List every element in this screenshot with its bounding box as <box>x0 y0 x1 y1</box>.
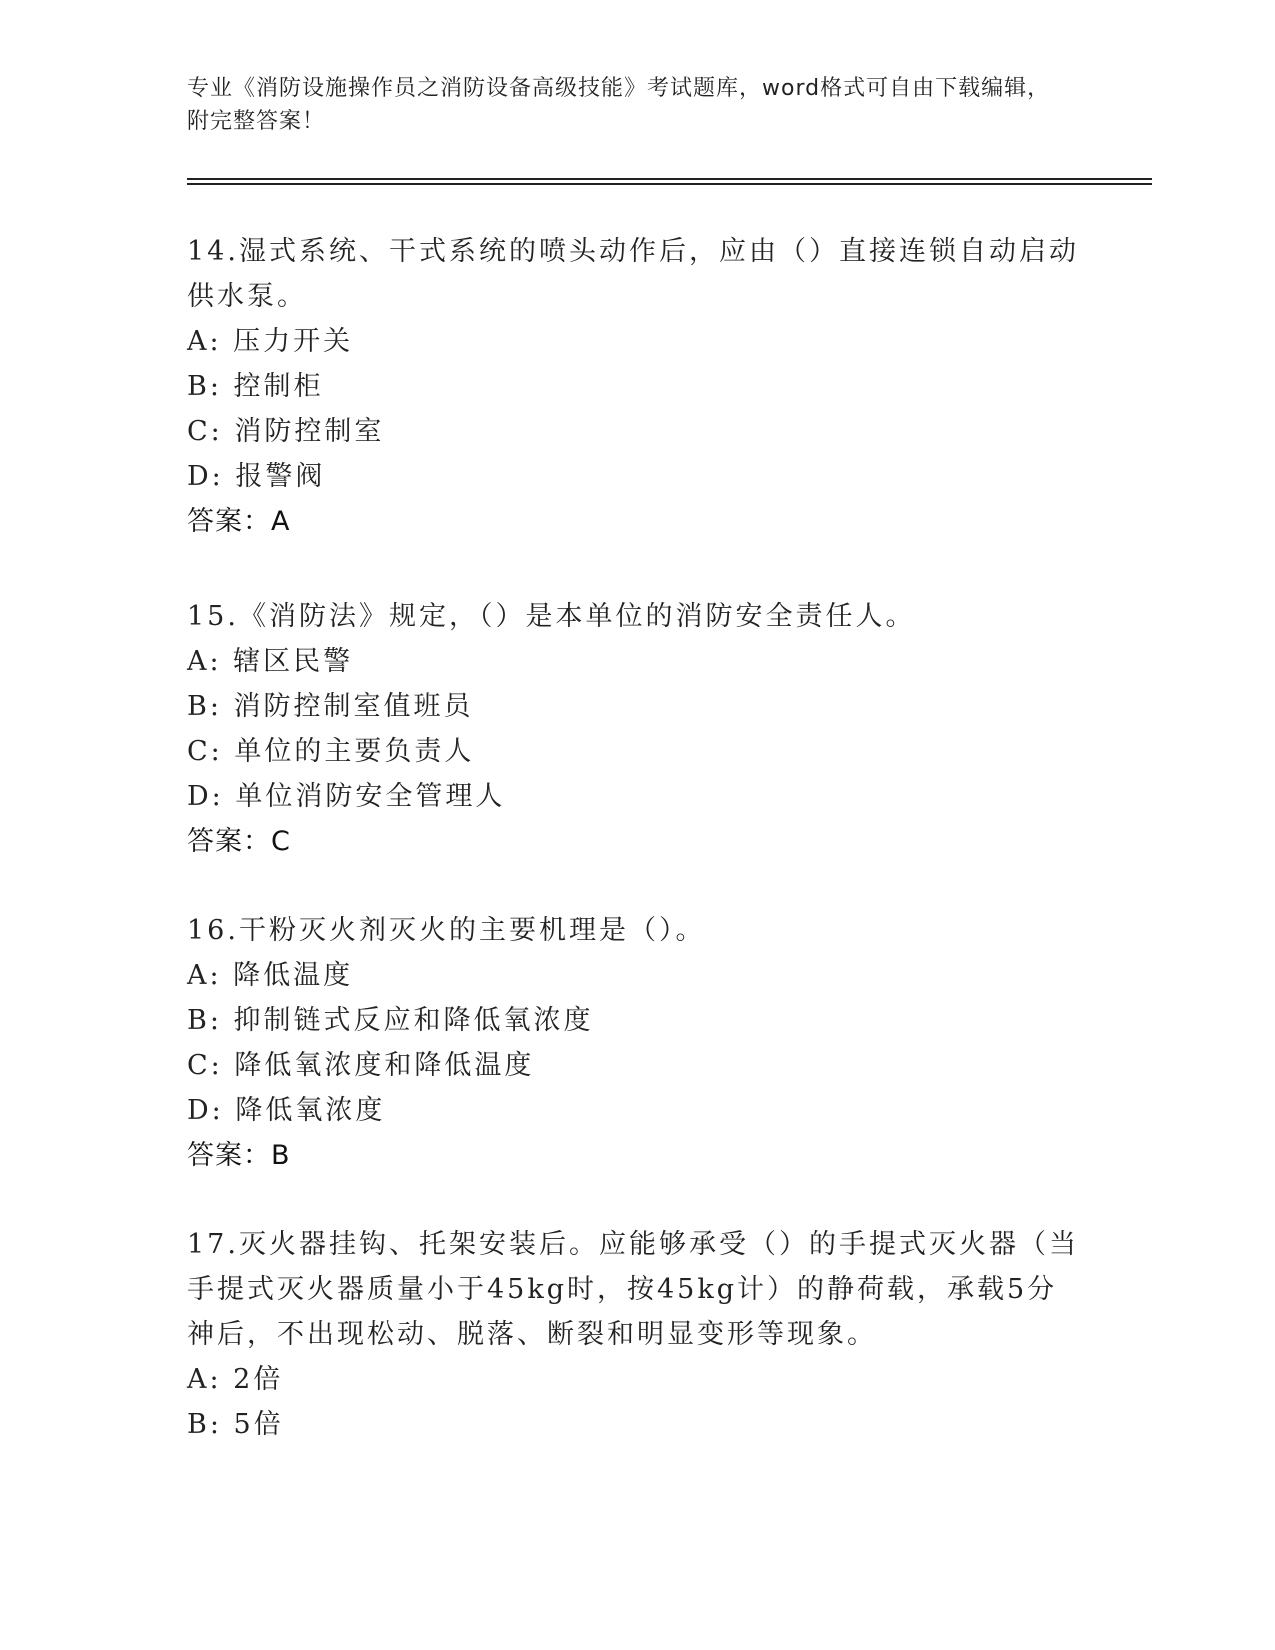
header-divider-bottom <box>187 183 1152 185</box>
option-c: C: 单位的主要负责人 <box>187 736 475 767</box>
option-a: A: 降低温度 <box>187 960 354 991</box>
answer-label: 答案：A <box>187 506 291 537</box>
question-17 <box>187 1222 1087 1447</box>
question-stem: 15.《消防法》规定，（）是本单位的消防安全责任人。 <box>187 601 916 632</box>
option-b: B: 抑制链式反应和降低氧浓度 <box>187 1005 594 1036</box>
question-stem: 14.湿式系统、干式系统的喷头动作后，应由（）直接连锁自动启动供水泵。 <box>187 236 1079 312</box>
option-a: A: 压力开关 <box>187 326 354 357</box>
option-b: B: 5倍 <box>187 1409 284 1440</box>
question-16 <box>187 908 1087 1178</box>
question-stem: 17.灭火器挂钩、托架安装后。应能够承受（）的手提式灭火器（当手提式灭火器质量小于45kg时，按45kg计）的静荷载，承载5分神后，不出现松动、脱落、断裂和明显变形等现象。 <box>187 1229 1079 1350</box>
option-d: D: 降低氧浓度 <box>187 1095 386 1126</box>
option-d: D: 报警阀 <box>187 461 326 492</box>
option-a: A: 辖区民警 <box>187 646 354 677</box>
option-b: B: 控制柜 <box>187 371 324 402</box>
answer-label: 答案：B <box>187 1140 291 1171</box>
option-a: A: 2倍 <box>187 1364 284 1395</box>
question-14 <box>187 229 1087 544</box>
answer-label: 答案：C <box>187 826 291 857</box>
question-stem: 16.干粉灭火剂灭火的主要机理是（）。 <box>187 915 706 946</box>
option-d: D: 单位消防安全管理人 <box>187 781 506 812</box>
header-divider-top <box>187 178 1152 180</box>
option-c: C: 消防控制室 <box>187 416 385 447</box>
option-b: B: 消防控制室值班员 <box>187 691 474 722</box>
document-intro: 专业《消防设施操作员之消防设备高级技能》考试题库，word格式可自由下载编辑，附完整答案！ <box>187 76 1051 134</box>
option-c: C: 降低氧浓度和降低温度 <box>187 1050 535 1081</box>
question-15 <box>187 594 1087 864</box>
